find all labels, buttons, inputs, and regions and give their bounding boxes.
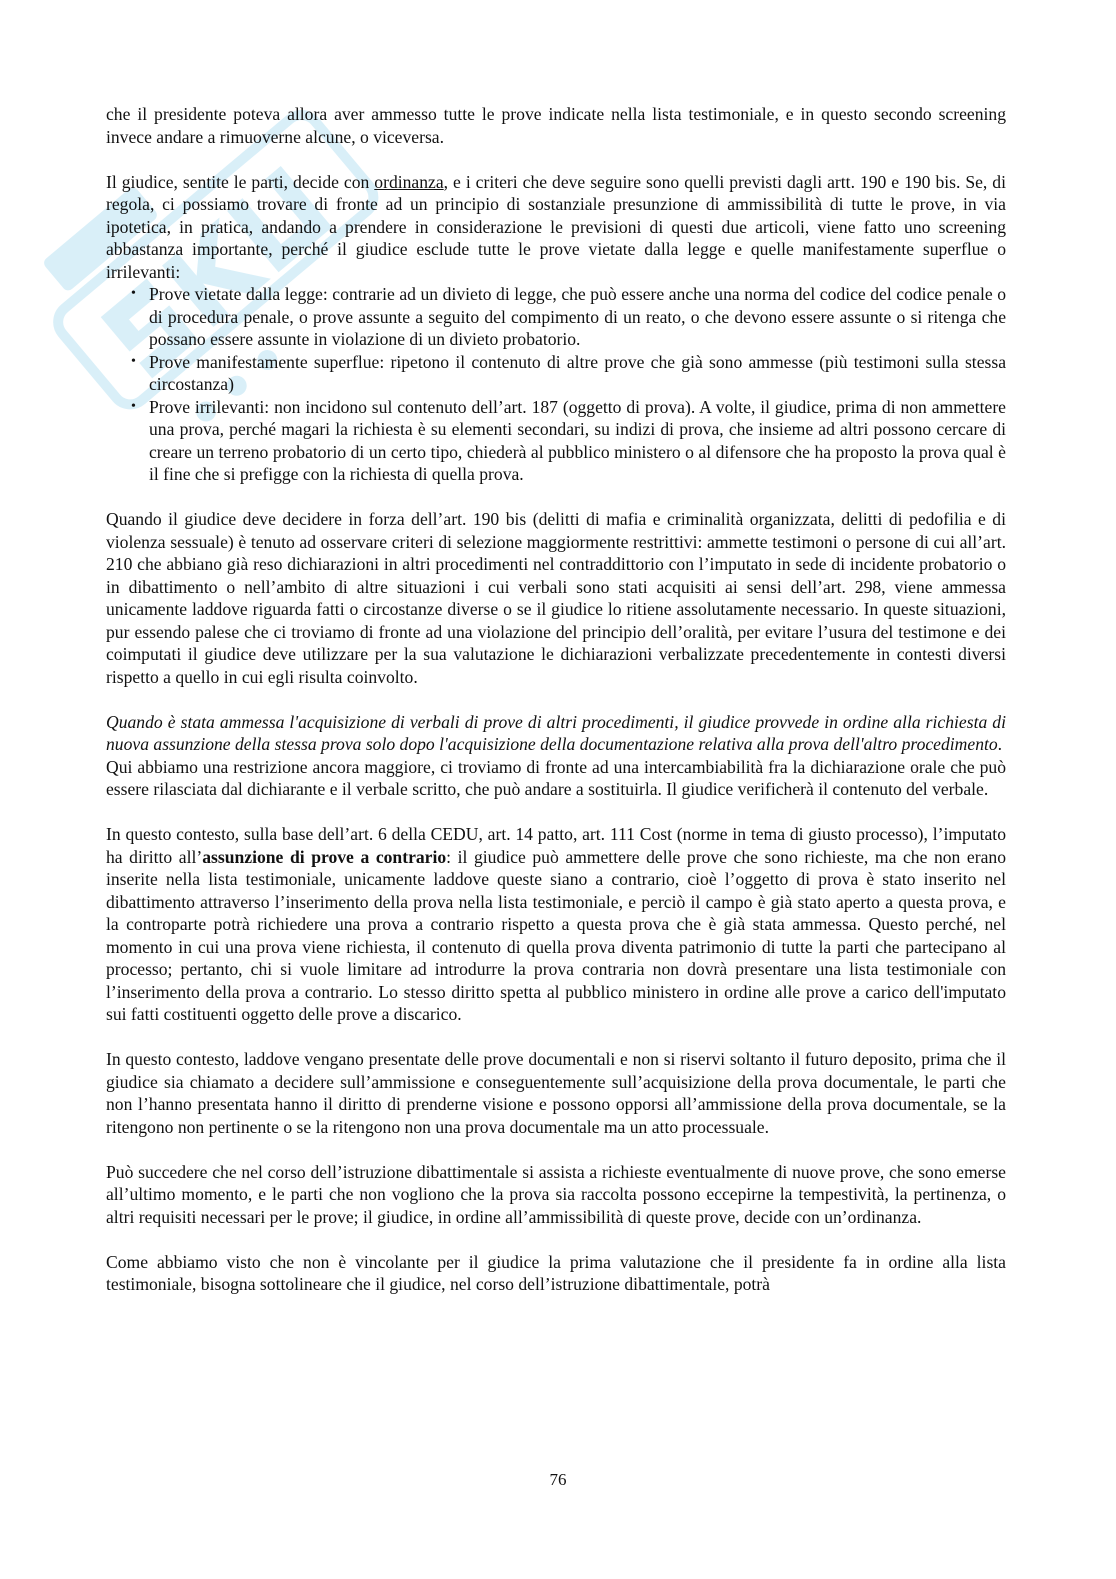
bold-term: assunzione di prove a contrario xyxy=(202,846,447,867)
italic-quote-end: . xyxy=(997,734,1003,754)
paragraph-6 xyxy=(106,823,1006,1026)
bullet-icon: • xyxy=(131,398,136,414)
list-item xyxy=(131,351,1006,396)
paragraph-6-start: In questo contesto, sulla base dell’art. 6 della CEDU, art. 14 patto, art. 111 Cost (norme in tema di giusto processo), l’imputato ha diritto all’ xyxy=(106,824,1006,867)
paragraph-5: Qui abbiamo una restrizione ancora maggiore, ci troviamo di fronte ad una intercambiabilità fra la dichiarazione orale che può essere rilasciata dal dichiarante e il verbale scritto, che può andare a sostituirla. Il giudice verificherà il contenuto del verbale. xyxy=(106,756,1006,799)
list-item xyxy=(131,283,1006,351)
criteria-list xyxy=(106,283,1006,486)
paragraph-7: In questo contesto, laddove vengano presentate delle prove documentali e non si riservi soltanto il futuro deposito, prima che il giudice sia chiamato a decidere sull’ammissione e conseguentemente sull’acquisizione della prova documentale, le parti che non l’hanno presentata hanno il diritto di prenderne visione e possono opporsi all’ammissione della prova documentale, se la ritengono non pertinente o se la ritengono non una prova documentale ma un atto processuale. xyxy=(106,1049,1006,1137)
italic-quote: Quando è stata ammessa l'acquisizione di verbali di prove di altri procedimenti, il giudice provvede in ordine alla richiesta di nuova assunzione della stessa prova solo dopo l'acquisizione della documentazione relativa alla prova dell'altro procedimento xyxy=(106,711,1006,754)
list-item-text: Prove manifestamente superflue: ripetono il contenuto di altre prove che già sono ammesse (più testimoni sulla stessa circostanza) xyxy=(149,351,1006,394)
paragraph-4 xyxy=(106,711,1006,756)
ordinanza-link[interactable]: ordinanza xyxy=(374,171,444,192)
paragraph-2 xyxy=(106,171,1006,284)
page-number: 76 xyxy=(549,1470,567,1489)
paragraph-2-start: Il giudice, sentite le parti, decide con xyxy=(106,171,375,192)
paragraph-6-end: : il giudice può ammettere delle prove che sono richieste, ma che non erano inserite nella lista testimoniale, unicamente laddove queste siano a contrario, cioè l’oggetto di prova è stato inserito nel dibattimento attraverso l’inserimento della prova nella lista testimoniale, e perciò il campo è già stato aperto a questa prova, e la controparte potrà richiedere una prova a contrario rispetto a questa prova che è già stata ammessa. Questo perché, nel momento in cui una prova viene richiesta, il contenuto di quella prova diventa patrimonio di tutte la parti che partecipano al processo; pertanto, chi si vuole limitare ad introdurre la prova contraria non dovrà presentare una lista testimoniale con l’inserimento della prova a contrario. Lo stesso diritto spetta al pubblico ministero in ordine alle prove a carico dell'imputato sui fatti costituenti oggetto delle prove a discarico. xyxy=(106,846,1006,1024)
list-item xyxy=(131,396,1006,486)
bullet-icon: • xyxy=(131,353,136,369)
document-body xyxy=(106,103,1006,1296)
bullet-icon: • xyxy=(131,286,136,301)
paragraph-3: Quando il giudice deve decidere in forza dell’art. 190 bis (delitti di mafia e criminalità organizzata, delitti di pedofilia e di violenza sessuale) è tenuto ad osservare criteri di selezione maggiormente restrittivi: ammette testimoni o persone di cui all’art. 210 che abbiano già reso dichiarazioni in altri procedimenti nel contraddittorio con l’imputato in sede di incidente probatorio o in dibattimento o nell’ambito di altre situazioni i cui verbali sono stati acquisiti ai sensi dell’art. 298, viene ammessa unicamente laddove riguarda fatti o circostanze diverse o se il giudice lo ritiene assolutamente necessario. In queste situazioni, pur essendo palese che ci troviamo di fronte ad una violazione del principio dell’oralità, per evitare l’usura del testimone e dei coimputati il giudice deve utilizzare per la sua valutazione le dichiarazioni verbalizzate precedentemente in contesti diversi rispetto a quello in cui egli risulta coinvolto. xyxy=(106,509,1006,687)
paragraph-8: Può succedere che nel corso dell’istruzione dibattimentale si assista a richieste eventualmente di nuove prove, che sono emerse all’ultimo momento, e le parti che non vogliono che la prova sia raccolta possono eccepirne la tempestività, la pertinenza, o altri requisiti necessari per le prove; il giudice, in ordine all’ammissibilità di queste prove, decide con un’ordinanza. xyxy=(106,1161,1006,1227)
paragraph-1: che il presidente poteva allora aver ammesso tutte le prove indicate nella lista testimoniale, e in questo secondo screening invece andare a rimuoverne alcune, o viceversa. xyxy=(106,104,1006,147)
paragraph-2-end: , e i criteri che deve seguire sono quelli previsti dagli artt. 190 e 190 bis. Se, di regola, ci possiamo trovare di fronte ad un principio di sostanziale presunzione di ammissibilità di tutte le prove, in via ipotetica, in pratica, andando a prendere in considerazione le previsioni di questi due articoli, viene fatto uno screening abbastanza importante, perché il giudice esclude tutte le prove vietate dalla legge e quelle manifestamente superflue o irrilevanti: xyxy=(106,171,1006,282)
list-item-text: Prove irrilevanti: non incidono sul contenuto dell’art. 187 (oggetto di prova). A volte, il giudice, prima di non ammettere una prova, perché magari la richiesta è su elementi secondari, su indizi di prova, che insieme ad altri possono cercare di creare un terreno probatorio di un certo tipo, chiederà al pubblico ministero o al difensore che ha proposto la prova qual è il fine che si prefigge con la richiesta di quella prova. xyxy=(149,396,1006,484)
list-item-text: Prove vietate dalla legge: contrarie ad un divieto di legge, che può essere anche una norma del codice del codice penale o di procedura penale, o prove assunte a seguito del compimento di un reato, o che devono essere assunte o si ritenga che possano essere assunte in violazione di un divieto probatorio. xyxy=(149,284,1006,349)
paragraph-9: Come abbiamo visto che non è vincolante per il giudice la prima valutazione che il presidente fa in ordine alla lista testimoniale, bisogna sottolineare che il giudice, nel corso dell’istruzione dibattimentale, potrà xyxy=(106,1251,1006,1294)
